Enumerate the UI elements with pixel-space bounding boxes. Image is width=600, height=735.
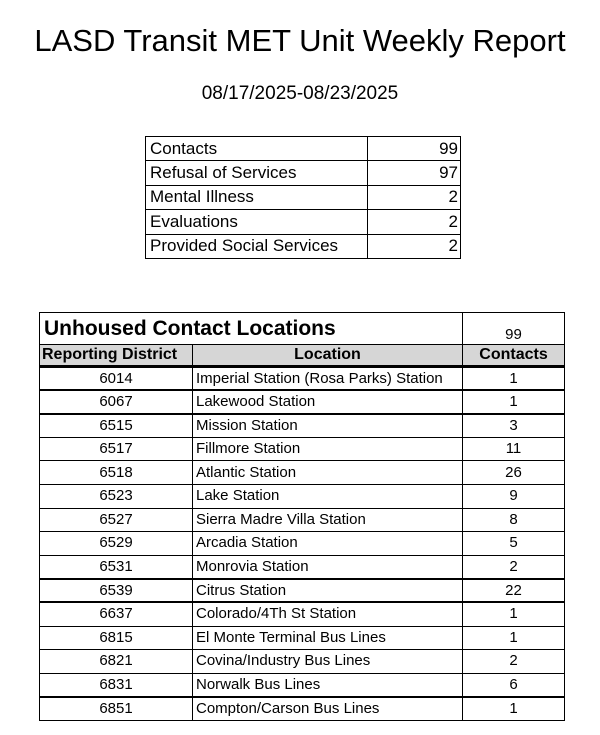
summary-row xyxy=(146,185,461,209)
locations-total: 99 xyxy=(463,313,565,345)
summary-label: Mental Illness xyxy=(146,185,368,209)
table-row xyxy=(40,555,565,579)
summary-row xyxy=(146,234,461,258)
location-cell: Covina/Industry Bus Lines xyxy=(193,650,463,674)
contacts-cell: 5 xyxy=(463,532,565,556)
contacts-cell: 1 xyxy=(463,697,565,721)
locations-table xyxy=(39,312,565,721)
location-cell: Arcadia Station xyxy=(193,532,463,556)
district-cell: 6851 xyxy=(40,697,193,721)
district-cell: 6531 xyxy=(40,555,193,579)
table-row xyxy=(40,508,565,532)
district-cell: 6523 xyxy=(40,484,193,508)
district-cell: 6527 xyxy=(40,508,193,532)
locations-title-row xyxy=(40,313,565,345)
table-row xyxy=(40,697,565,721)
contacts-cell: 2 xyxy=(463,650,565,674)
table-row xyxy=(40,461,565,485)
table-row xyxy=(40,602,565,626)
summary-value: 2 xyxy=(368,185,461,209)
district-cell: 6539 xyxy=(40,579,193,603)
location-cell: Colorado/4Th St Station xyxy=(193,602,463,626)
contacts-cell: 8 xyxy=(463,508,565,532)
district-cell: 6515 xyxy=(40,414,193,438)
contacts-cell: 1 xyxy=(463,390,565,414)
summary-value: 2 xyxy=(368,210,461,234)
contacts-cell: 1 xyxy=(463,626,565,650)
table-row xyxy=(40,390,565,414)
contacts-cell: 3 xyxy=(463,414,565,438)
contacts-cell: 26 xyxy=(463,461,565,485)
contacts-cell: 11 xyxy=(463,437,565,461)
location-cell: Imperial Station (Rosa Parks) Station xyxy=(193,367,463,391)
contacts-cell: 6 xyxy=(463,673,565,697)
contacts-cell: 1 xyxy=(463,602,565,626)
summary-value: 2 xyxy=(368,234,461,258)
location-cell: Fillmore Station xyxy=(193,437,463,461)
summary-row xyxy=(146,161,461,185)
report-title: LASD Transit MET Unit Weekly Report xyxy=(34,23,566,58)
location-cell: Monrovia Station xyxy=(193,555,463,579)
contacts-cell: 9 xyxy=(463,484,565,508)
district-cell: 6529 xyxy=(40,532,193,556)
location-cell: Mission Station xyxy=(193,414,463,438)
table-row xyxy=(40,673,565,697)
table-row xyxy=(40,437,565,461)
district-cell: 6821 xyxy=(40,650,193,674)
table-row xyxy=(40,484,565,508)
location-cell: Citrus Station xyxy=(193,579,463,603)
table-row xyxy=(40,532,565,556)
location-cell: Norwalk Bus Lines xyxy=(193,673,463,697)
district-cell: 6014 xyxy=(40,367,193,391)
summary-label: Provided Social Services xyxy=(146,234,368,258)
contacts-cell: 2 xyxy=(463,555,565,579)
summary-value: 99 xyxy=(368,137,461,161)
summary-value: 97 xyxy=(368,161,461,185)
table-row xyxy=(40,626,565,650)
locations-title: Unhoused Contact Locations xyxy=(40,313,463,345)
table-row xyxy=(40,579,565,603)
column-header-contacts: Contacts xyxy=(463,345,565,367)
summary-label: Contacts xyxy=(146,137,368,161)
summary-row xyxy=(146,137,461,161)
summary-label: Evaluations xyxy=(146,210,368,234)
date-range: 08/17/2025-08/23/2025 xyxy=(201,83,399,104)
column-header-location: Location xyxy=(193,345,463,367)
summary-row xyxy=(146,210,461,234)
table-row xyxy=(40,414,565,438)
location-cell: Lake Station xyxy=(193,484,463,508)
location-cell: Compton/Carson Bus Lines xyxy=(193,697,463,721)
summary-label: Refusal of Services xyxy=(146,161,368,185)
column-header-district: Reporting District xyxy=(40,345,193,367)
column-header-row xyxy=(40,345,565,367)
location-cell: Atlantic Station xyxy=(193,461,463,485)
contacts-cell: 1 xyxy=(463,367,565,391)
table-row xyxy=(40,367,565,391)
contacts-cell: 22 xyxy=(463,579,565,603)
table-row xyxy=(40,650,565,674)
location-cell: Lakewood Station xyxy=(193,390,463,414)
district-cell: 6637 xyxy=(40,602,193,626)
location-cell: Sierra Madre Villa Station xyxy=(193,508,463,532)
summary-table xyxy=(145,136,461,259)
district-cell: 6518 xyxy=(40,461,193,485)
district-cell: 6517 xyxy=(40,437,193,461)
district-cell: 6815 xyxy=(40,626,193,650)
location-cell: El Monte Terminal Bus Lines xyxy=(193,626,463,650)
district-cell: 6831 xyxy=(40,673,193,697)
district-cell: 6067 xyxy=(40,390,193,414)
